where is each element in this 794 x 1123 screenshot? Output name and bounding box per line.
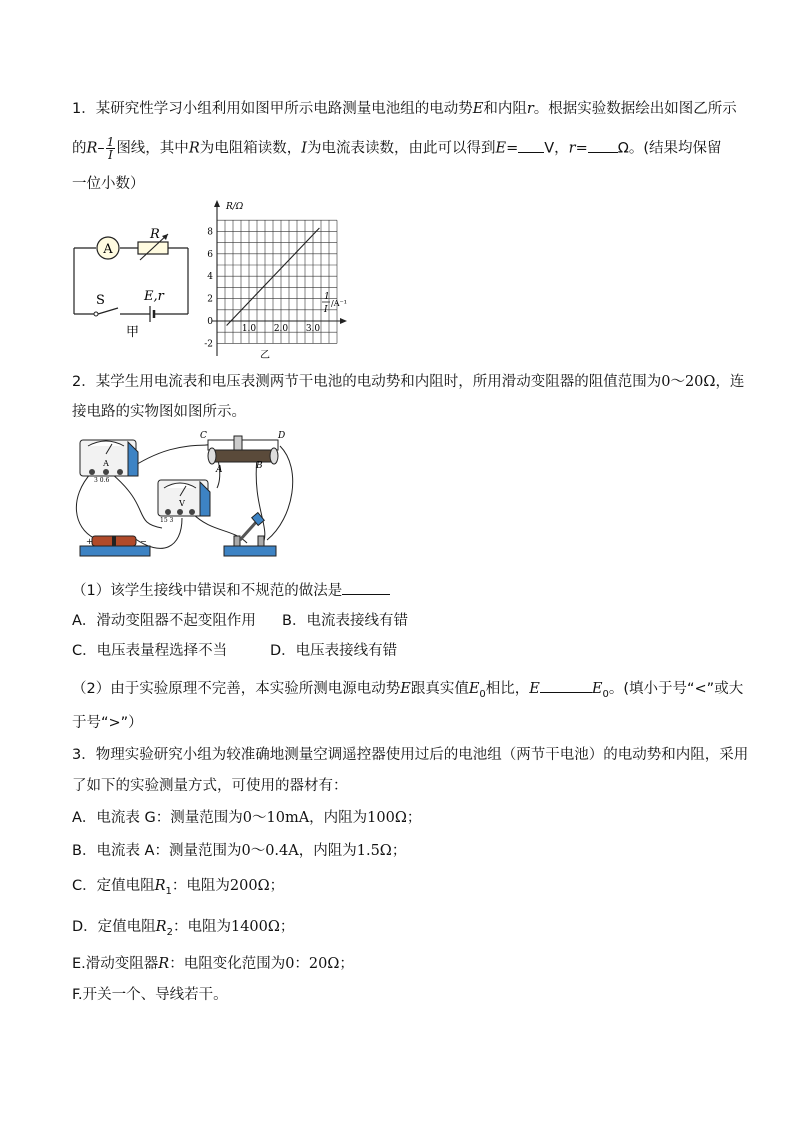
y-tick-labels bbox=[204, 227, 213, 349]
q3-item-c-text-b: ：电阻为 bbox=[171, 878, 230, 894]
wire-5 bbox=[256, 458, 265, 546]
y-tick-label: 8 bbox=[207, 227, 213, 238]
q3-item-c-end: ； bbox=[269, 878, 285, 894]
x-tick-label: 1.0 bbox=[241, 324, 257, 334]
q1-l2-symbol-e: E bbox=[495, 140, 507, 157]
q1-text-c: 。根据实验数据绘出如图乙所示 bbox=[533, 101, 737, 117]
q3-item-a-text-b: ，内阻为 bbox=[309, 810, 368, 826]
q3-item-a-range: 0～10mA bbox=[242, 810, 310, 826]
q3-item-b-text: B．电流表 A：测量范围为 bbox=[72, 843, 242, 859]
y-tick-label: 0 bbox=[207, 317, 213, 327]
answer-blank-q2-2[interactable] bbox=[540, 678, 592, 693]
rheostat-terminal-d: D bbox=[278, 431, 286, 441]
q2-text-b: ，连 bbox=[715, 374, 745, 390]
svg-text:−: − bbox=[140, 537, 147, 546]
x-axis-arrow-icon bbox=[340, 318, 347, 324]
q2-sub2-subscript-0b: 0 bbox=[602, 688, 609, 700]
q1-l2-a: 的 bbox=[72, 140, 87, 157]
q3-item-c bbox=[72, 876, 284, 902]
q2-line-1 bbox=[72, 372, 744, 392]
q1-l2-symbol-r2: R bbox=[188, 140, 200, 157]
q1-line-1 bbox=[72, 99, 737, 119]
voltmeter-device-label: V bbox=[179, 499, 185, 508]
q3-item-b-text-b: ，内阻为 bbox=[298, 843, 357, 859]
q2-sub2-symbol-e2: E bbox=[529, 681, 540, 697]
q2-option-a[interactable]: A．滑动变阻器不起变阻作用 bbox=[72, 613, 256, 629]
x-axis-label-denominator: I bbox=[324, 305, 328, 315]
x-tick-label: 2.0 bbox=[273, 324, 289, 334]
ammeter-device-label: A bbox=[103, 459, 109, 468]
q2-option-c[interactable]: C．电压表量程选择不当 bbox=[72, 643, 228, 659]
q3-item-a bbox=[72, 808, 421, 828]
q3-item-d-end: ； bbox=[279, 919, 295, 935]
y-axis-label: R/Ω bbox=[226, 202, 244, 212]
q1-l2-unit-v: V， bbox=[544, 140, 569, 157]
battery-holder bbox=[80, 536, 150, 556]
ammeter-label: A bbox=[103, 242, 113, 257]
wire-1 bbox=[76, 472, 94, 538]
q3-item-c-subscript: 1 bbox=[165, 885, 172, 897]
x-axis-label-unit: /A⁻¹ bbox=[331, 299, 347, 308]
q3-item-d-text: D．定值电阻 bbox=[72, 919, 156, 935]
q1-l2-c: 为电阻箱读数， bbox=[199, 140, 302, 157]
answer-blank-q2-1[interactable] bbox=[342, 580, 390, 595]
switch-terminal bbox=[94, 312, 98, 316]
q1-symbol-r: r bbox=[526, 101, 534, 117]
q2-sub2-text-b: 跟真实值 bbox=[410, 681, 469, 697]
q1-symbol-e: E bbox=[472, 101, 484, 117]
voltmeter-device bbox=[158, 480, 210, 516]
q2-sub2-line-1 bbox=[72, 678, 743, 705]
q3-item-d bbox=[72, 917, 294, 943]
q2-sub2-symbol-e0: E bbox=[468, 681, 480, 697]
q3-item-e-end: ； bbox=[339, 956, 354, 972]
q3-item-a-resistance: 100Ω bbox=[367, 810, 407, 826]
battery-label: E,r bbox=[144, 289, 164, 304]
circuit-caption: 甲 bbox=[126, 325, 140, 340]
q2-sub2-text-a: （2）由于实验原理不完善，本实验所测电源电动势 bbox=[72, 681, 401, 697]
y-tick-label: 6 bbox=[207, 249, 213, 260]
svg-text:+: + bbox=[86, 537, 93, 546]
q2-sub2-text-c: 相比， bbox=[485, 681, 530, 697]
x-axis-label-numerator: 1 bbox=[324, 292, 330, 302]
q1-l2-symbol-r: R bbox=[86, 140, 98, 157]
q3-item-d-value: 1400Ω bbox=[230, 919, 280, 935]
switch-label: S bbox=[96, 293, 105, 308]
q3-item-a-text: A．电流表 G：测量范围为 bbox=[72, 810, 243, 826]
q3-line-1: 3．物理实验研究小组为较准确地测量空调遥控器使用过后的电池组（两节干电池）的电动势和内阻，采用 bbox=[72, 747, 749, 763]
q1-l2-d: 为电流表读数，由此可以得到 bbox=[306, 140, 496, 157]
q1-l2-eq2: = bbox=[575, 140, 588, 157]
q3-item-f: F.开关一个、导线若干。 bbox=[72, 987, 228, 1003]
q1-text-a: 1．某研究性学习小组利用如图甲所示电路测量电池组的电动势 bbox=[72, 101, 473, 117]
knife-switch bbox=[224, 513, 276, 556]
q1-l2-symbol-i: I bbox=[301, 140, 307, 157]
q3-item-b-resistance: 1.5Ω bbox=[356, 843, 392, 859]
q2-line-2: 接电路的实物图如图所示。 bbox=[72, 404, 246, 420]
q1-l2-b: 图线，其中 bbox=[116, 140, 189, 157]
q1-line-2 bbox=[72, 136, 721, 161]
wire-2 bbox=[112, 474, 162, 528]
r-vs-reciprocal-i-graph bbox=[200, 198, 350, 360]
q3-item-b-range: 0～0.4A bbox=[241, 843, 299, 859]
q2-sub2-text-d: 。(填小于号“<”或大 bbox=[608, 681, 744, 697]
ammeter-device bbox=[80, 440, 138, 476]
q2-sub2-symbol-e3: E bbox=[591, 681, 603, 697]
switch-blade bbox=[98, 308, 118, 314]
q3-item-e-value: 0：20Ω bbox=[285, 956, 340, 972]
rheostat-device bbox=[208, 436, 278, 464]
answer-blank-r[interactable] bbox=[588, 138, 618, 153]
rheostat-terminal-c: C bbox=[200, 431, 207, 441]
q1-text-b: 和内阻 bbox=[483, 101, 527, 117]
fraction-denominator: I bbox=[108, 148, 113, 162]
q3-item-d-symbol: R bbox=[155, 919, 167, 935]
y-tick-label: 4 bbox=[207, 272, 213, 283]
q3-item-a-end: ； bbox=[406, 810, 422, 826]
circuit-diagram bbox=[68, 220, 196, 340]
q2-text-a: 2．某学生用电流表和电压表测两节干电池的电动势和内阻时，所用滑动变阻器的阻值范围为 bbox=[72, 374, 662, 390]
x-tick-labels bbox=[242, 324, 321, 334]
q2-sub1-text: （1）该学生接线中错误和不规范的做法是 bbox=[72, 583, 343, 599]
q2-sub2-subscript-0: 0 bbox=[479, 688, 486, 700]
q2-option-d[interactable]: D．电压表接线有错 bbox=[270, 643, 398, 659]
q2-sub1 bbox=[72, 580, 390, 601]
rheostat-terminal-a: A bbox=[216, 465, 223, 475]
q3-item-e-symbol: R bbox=[158, 956, 170, 972]
y-tick-label: -2 bbox=[204, 339, 213, 350]
q3-item-d-subscript: 2 bbox=[166, 926, 173, 938]
q3-item-e-text: E.滑动变阻器 bbox=[72, 956, 159, 972]
y-tick-label: 2 bbox=[207, 294, 213, 305]
graph-caption: 乙 bbox=[260, 350, 270, 360]
q3-item-e bbox=[72, 954, 354, 974]
q3-line-2: 了如下的实验测量方式，可使用的器材有： bbox=[72, 778, 348, 794]
q3-item-c-value: 200Ω bbox=[229, 878, 270, 894]
q1-l2-eq1: = bbox=[506, 140, 519, 157]
q1-line-3: 一位小数） bbox=[72, 176, 145, 192]
q3-item-b bbox=[72, 841, 406, 861]
ammeter-terminals-label: 3 0.6 bbox=[94, 477, 110, 484]
apparatus-illustration bbox=[72, 428, 302, 568]
fraction-numerator: 1 bbox=[106, 135, 115, 149]
q1-l2-g: Ω。(结果均保留 bbox=[617, 140, 722, 157]
q2-range-value: 0～20Ω bbox=[661, 374, 716, 390]
q2-option-b[interactable]: B．电流表接线有错 bbox=[282, 613, 408, 629]
q1-l2-symbol-r3: r bbox=[568, 140, 576, 157]
q3-item-e-text-b: ：电阻变化范围为 bbox=[169, 956, 286, 972]
voltmeter-terminals-label: 15 3 bbox=[160, 517, 174, 524]
q3-item-b-end: ； bbox=[391, 843, 407, 859]
q1-l2-dash: – bbox=[97, 140, 105, 157]
y-axis-arrow-icon bbox=[214, 200, 220, 207]
q3-item-c-text: C．定值电阻 bbox=[72, 878, 155, 894]
q2-sub2-line-2: 于号“>”） bbox=[72, 715, 143, 731]
rheostat-terminal-b: B bbox=[256, 461, 263, 471]
q3-item-c-symbol: R bbox=[154, 878, 166, 894]
answer-blank-e[interactable] bbox=[518, 138, 544, 153]
x-tick-label: 3.0 bbox=[305, 324, 321, 334]
q3-item-d-text-b: ：电阻为 bbox=[172, 919, 231, 935]
reciprocal-i-fraction bbox=[106, 136, 116, 161]
resistor-label: R bbox=[150, 227, 160, 242]
q2-sub2-symbol-e: E bbox=[400, 681, 411, 697]
